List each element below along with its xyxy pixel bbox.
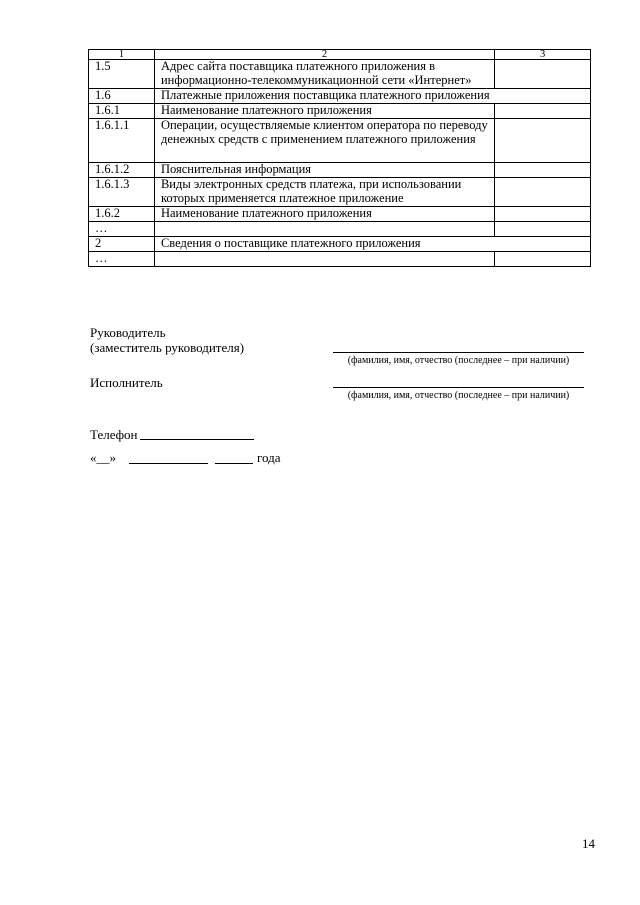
executor-signature-caption: (фамилия, имя, отчество (последнее – при наличии) — [347, 390, 570, 401]
executor-label: Исполнитель — [90, 375, 163, 390]
row-text: Наименование платежного приложения — [154, 104, 494, 119]
row-text: Платежные приложения поставщика платежного приложения — [154, 89, 590, 104]
row-text — [154, 222, 494, 237]
row-number: 1.6.1.2 — [89, 163, 155, 178]
table-row — [89, 89, 591, 104]
row-text: Операции, осуществляемые клиентом оператора по переводу денежных средств с применением платежного приложения — [154, 119, 494, 163]
row-number: … — [89, 252, 155, 267]
row-number: 1.6.1 — [89, 104, 155, 119]
table-row — [89, 222, 591, 237]
row-text — [154, 252, 494, 267]
row-value — [495, 178, 591, 207]
row-number: 1.6.1.1 — [89, 119, 155, 163]
row-value — [495, 163, 591, 178]
row-number: 1.6.1.3 — [89, 178, 155, 207]
table-row — [89, 119, 591, 163]
page-number: 14 — [582, 836, 595, 851]
row-text: Сведения о поставщике платежного приложения — [154, 237, 590, 252]
head-signature-line[interactable] — [333, 352, 584, 353]
payment-app-table — [88, 49, 591, 267]
date-day: «__» — [90, 450, 116, 465]
row-text: Наименование платежного приложения — [154, 207, 494, 222]
row-value — [495, 60, 591, 89]
row-number: 1.5 — [89, 60, 155, 89]
row-number: 2 — [89, 237, 155, 252]
row-number: 1.6 — [89, 89, 155, 104]
head-signature-caption: (фамилия, имя, отчество (последнее – при наличии) — [347, 355, 570, 366]
date-year-line[interactable] — [215, 463, 253, 464]
row-value — [495, 222, 591, 237]
header-cell-2: 2 — [154, 50, 494, 60]
executor-signature-line[interactable] — [333, 387, 584, 388]
row-text: Адрес сайта поставщика платежного приложения в информационно-телекоммуникационной сети «Интернет» — [154, 60, 494, 89]
table-row — [89, 104, 591, 119]
row-value — [495, 104, 591, 119]
head-label: Руководитель — [90, 325, 166, 340]
head-deputy-label: (заместитель руководителя) — [90, 340, 245, 355]
date-month-line[interactable] — [129, 463, 208, 464]
phone-label: Телефон — [90, 427, 138, 442]
table-row — [89, 163, 591, 178]
row-number: … — [89, 222, 155, 237]
table-row — [89, 252, 591, 267]
table-header-row — [89, 50, 591, 60]
row-value — [495, 252, 591, 267]
phone-field-line[interactable] — [140, 439, 254, 440]
date-year-suffix: года — [257, 450, 281, 465]
header-cell-1: 1 — [89, 50, 155, 60]
table-row — [89, 207, 591, 222]
row-value — [495, 119, 591, 163]
row-value — [495, 207, 591, 222]
row-text: Пояснительная информация — [154, 163, 494, 178]
row-number: 1.6.2 — [89, 207, 155, 222]
table-row — [89, 237, 591, 252]
table-row — [89, 60, 591, 89]
header-cell-3: 3 — [495, 50, 591, 60]
row-text: Виды электронных средств платежа, при использовании которых применяется платежное приложение — [154, 178, 494, 207]
table-row — [89, 178, 591, 207]
